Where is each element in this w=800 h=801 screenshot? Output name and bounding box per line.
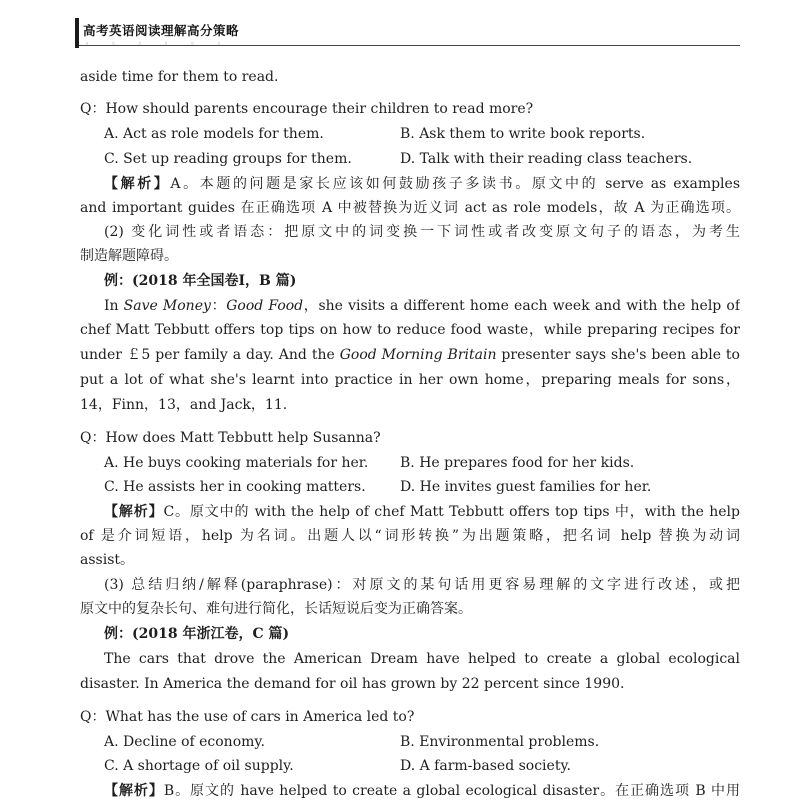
explanation-2-cont: assist。 xyxy=(80,552,135,568)
question-2: Q：How does Matt Tebbutt help Susanna? xyxy=(80,430,381,446)
passage-3-line: The cars that drove the American Dream have helped to create a global ecological xyxy=(104,651,740,667)
example-2-heading: 例：(2018 年全国卷Ⅰ，B 篇) xyxy=(104,273,297,289)
passage-2-line: 14，Finn，13，and Jack，11. xyxy=(80,397,288,413)
passage-2-line: chef Matt Tebbutt offers top tips on how to reduce food waste，while preparing recipes for xyxy=(80,322,740,338)
explanation-2-cont: of 是介词短语，help 为名词。出题人以“词形转换”为出题策略，把名词 help 替换为动词 xyxy=(80,528,740,544)
passage-2-line: In Save Money：Good Food，she visits a different home each week and with the help of xyxy=(104,298,740,314)
explanation-tag: 【解析】 xyxy=(104,176,171,192)
passage-2-line: under ￡5 per family a day. And the Good Morning Britain presenter says she's been able to xyxy=(80,347,740,363)
option-1d: D. Talk with their reading class teachers. xyxy=(400,151,693,167)
option-3b: B. Environmental problems. xyxy=(400,734,600,750)
option-2d: D. He invites guest families for her. xyxy=(400,479,652,495)
option-3a: A. Decline of economy. xyxy=(104,734,265,750)
text-line: aside time for them to read. xyxy=(80,69,279,85)
passage-2-line: put a lot of what she's learnt into practice in her own home，preparing meals for sons， xyxy=(80,372,740,388)
header-dots: ◦ ◦ ◦ ◦ ◦ ◦ xyxy=(85,40,231,48)
explanation-tag: 【解析】 xyxy=(104,504,164,520)
example-3-heading: 例：(2018 年浙江卷，C 篇) xyxy=(104,626,290,642)
option-3c: C. A shortage of oil supply. xyxy=(104,758,294,774)
explanation-1: 【解析】A。本题的问题是家长应该如何鼓励孩子多读书。原文中的 serve as examples xyxy=(104,176,740,192)
header-rule xyxy=(79,45,740,46)
option-1a: A. Act as role models for them. xyxy=(104,126,324,142)
option-2b: B. He prepares food for her kids. xyxy=(400,455,635,471)
explanation-1-cont: and important guides 在正确选项 A 中被替换为近义词 act as role models，故 A 为正确选项。 xyxy=(80,200,740,216)
question-1: Q：How should parents encourage their children to read more? xyxy=(80,101,534,117)
strategy-2: (2) 变化词性或者语态：把原文中的词变换一下词性或者改变原文句子的语态，为考生 xyxy=(104,224,740,240)
strategy-2-cont: 制造解题障碍。 xyxy=(80,248,178,264)
option-2c: C. He assists her in cooking matters. xyxy=(104,479,366,495)
option-1c: C. Set up reading groups for them. xyxy=(104,151,352,167)
option-3d: D. A farm-based society. xyxy=(400,758,571,774)
explanation-2: 【解析】C。原文中的 with the help of chef Matt Tebbutt offers top tips 中，with the help xyxy=(104,504,740,520)
question-3: Q：What has the use of cars in America led to? xyxy=(80,709,415,725)
header-bar xyxy=(75,18,79,48)
strategy-3-cont: 原文中的复杂长句、难句进行简化，长话短说后变为正确答案。 xyxy=(80,601,472,617)
option-2a: A. He buys cooking materials for her. xyxy=(104,455,369,471)
passage-3-line: disaster. In America the demand for oil has grown by 22 percent since 1990. xyxy=(80,676,625,692)
strategy-3: (3) 总结归纳/解释(paraphrase)：对原文的某句话用更容易理解的文字进行改述，或把 xyxy=(104,577,740,593)
book-title: 高考英语阅读理解高分策略 xyxy=(83,23,240,38)
running-header xyxy=(75,18,740,48)
option-1b: B. Ask them to write book reports. xyxy=(400,126,646,142)
explanation-tag: 【解析】 xyxy=(104,783,164,799)
explanation-3: 【解析】B。原文的 have helped to create a global ecological disaster。在正确选项 B 中用 xyxy=(104,783,740,799)
